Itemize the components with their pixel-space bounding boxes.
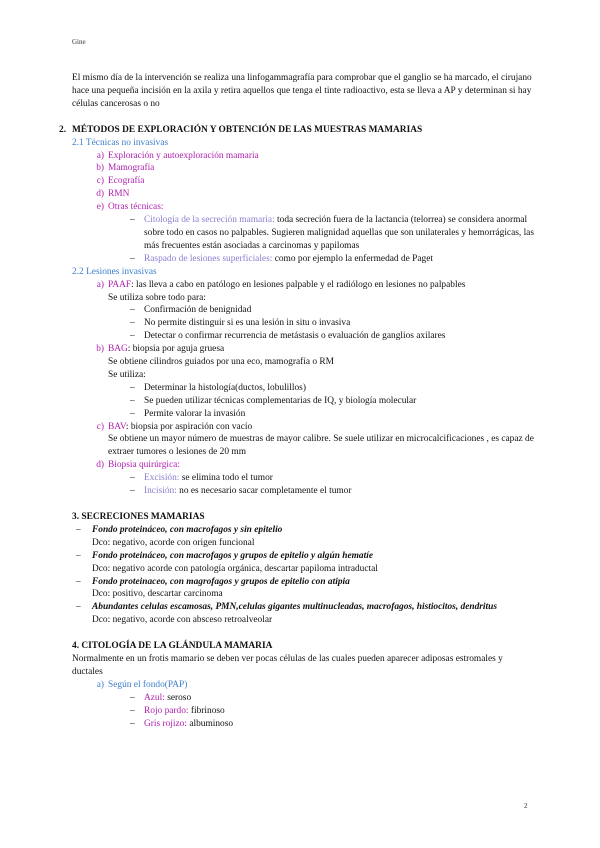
secretion-dx: Dco: negativo, acorde con origen funcional: [92, 537, 255, 548]
list-item: – Determinar la histología(ductos, lobulillos): [130, 382, 306, 393]
intro-paragraph: El mismo día de la intervención se realiza una linfogammagrafía para comprobar que el ganglio se ha marcado, el cirujano hace una pequeña incisión en la axila y retira aquellos que tenga el tinte radioactivo, esta se lleva a AP y determinan si hay células cancerosas o no: [72, 73, 532, 109]
secretion-dx: Dco: positivo, descartar carcinoma: [92, 589, 223, 600]
bag-item: b) BAG: biopsia por aguja gruesa: [96, 344, 225, 355]
incision-item: – Incisión: no es necesario sacar completamente el tumor: [130, 486, 352, 497]
section-2-heading: [59, 124, 534, 137]
secretion-item: – Abundantes celulas escamosas, PMN,celulas gigantes multinucleadas, macrofagos, histiocitos, dendritus: [76, 602, 497, 613]
biopsia-item: d) Biopsia quirúrgica:: [72, 459, 534, 472]
list-item: – No permite distinguir si es una lesión in situ o invasiva: [130, 318, 351, 329]
list-item: b) Mamografía: [96, 163, 155, 174]
subsection-2-1: 2.1 Técnicas no invasivas: [72, 137, 169, 148]
section-4-intro: Normalmente en un frotis mamario se deben ver pocas células de las cuales pueden aparecer adiposas estromales y ductales: [72, 654, 503, 677]
bag-label: BAG: [108, 344, 128, 355]
section-2-number: 2.: [59, 124, 67, 135]
citologia-label: Citología de la secreción mamaria:: [144, 215, 275, 226]
list-item: d) RMN: [96, 189, 130, 200]
citologia-item: – Citología de la secreción mamaria: toda secreción fuera de la lactancia (telorrea) se considera anormal sobre todo en casos no palpables. Sugieren malignidad aquellas que son unilaterales y hemorrágicas, las más frecuentes están asociadas a carcinomas y papilomas: [130, 215, 534, 251]
bav-item: c) BAV: biopsia por aspiración con vacío: [96, 421, 253, 432]
secretion-item: – Fondo proteinaceo, con magrofagos y grupos de epitelio con atipia: [76, 576, 350, 587]
page-header: Gine: [72, 38, 86, 46]
list-item: – Rojo pardo: fibrinoso: [130, 705, 225, 716]
list-item: – Detectar o confirmar recurrencia de metástasis o evaluación de ganglios axilares: [130, 331, 446, 342]
list-item: – Se pueden utilizar técnicas complementarias de IQ, y biología molecular: [130, 395, 417, 406]
list-item: – Gris rojizo: albuminoso: [130, 718, 234, 729]
raspado-item: – Raspado de lesiones superficiales: como por ejemplo la enfermedad de Paget: [130, 253, 433, 264]
page-content: [59, 72, 534, 731]
section-2-title: MÉTODOS DE EXPLORACIÓN Y OBTENCIÓN DE LAS MUESTRAS MAMARIAS: [72, 124, 423, 135]
list-item: c) Ecografía: [96, 176, 145, 187]
raspado-text: como por ejemplo la enfermedad de Paget: [272, 253, 433, 264]
subsection-2-2: 2.2 Lesiones invasivas: [72, 266, 157, 277]
secretion-dx: Dco: negativo acorde con patología orgánica, descartar papiloma intraductal: [92, 563, 378, 574]
list-item: – Confirmación de benignidad: [130, 305, 252, 316]
citologia-text: toda secreción fuera de la lactancia (telorrea) se considera anormal sobre todo en casos no palpables. Sugieren malignidad aquellas que son unilaterales y hemorrágicas, las más frecuentes están asociadas a carcinomas y papilomas: [144, 215, 534, 251]
bag-obtain: Se obtiene cilindros guiados por una eco, mamografía o RM: [108, 357, 334, 368]
fondo-label: Según el fondo(PAP): [108, 679, 188, 690]
excision-item: – Excisión: se elimina todo el tumor: [130, 473, 273, 484]
page-number: 2: [524, 802, 528, 810]
list-item: – Permite valorar la invasión: [130, 408, 246, 419]
secretion-item: – Fondo proteináceo, con macrofagos y grupos de epitelio y algún hematíe: [76, 550, 373, 561]
paaf-use: Se utiliza sobre todo para:: [108, 292, 206, 303]
list-item: a) Exploración y autoexploración mamaria: [96, 150, 259, 161]
fondo-item: a) Según el fondo(PAP): [72, 679, 534, 692]
section-4-heading: 4. CITOLOGÍA DE LA GLÁNDULA MAMARIA: [72, 641, 273, 652]
raspado-label: Raspado de lesiones superficiales:: [144, 253, 273, 264]
paaf-item: a) PAAF: las lleva a cabo en patólogo en lesiones palpable y el radiólogo en lesiones no palpables: [96, 279, 466, 290]
bag-use: Se utiliza:: [108, 369, 146, 380]
biopsia-label: Biopsia quirúrgica:: [108, 460, 180, 471]
secretion-dx: Dco: negativo, acorde con absceso retroalveolar: [92, 615, 273, 626]
section-3-heading: 3. SECRECIONES MAMARIAS: [72, 512, 205, 522]
bav-description: Se obtiene un mayor número de muestras de mayor calibre. Se suele utilizar en microcalcificaciones , es capaz de extraer tumores o lesiones de 20 mm: [108, 434, 534, 458]
list-item: – Azul: seroso: [130, 692, 192, 703]
bav-label: BAV: [108, 421, 126, 432]
paaf-label: PAAF: [108, 279, 132, 290]
secretion-item: – Fondo proteináceo, con macrofagos y sin epitelio: [76, 524, 283, 535]
list-item: e) Otras técnicas:: [96, 202, 164, 213]
